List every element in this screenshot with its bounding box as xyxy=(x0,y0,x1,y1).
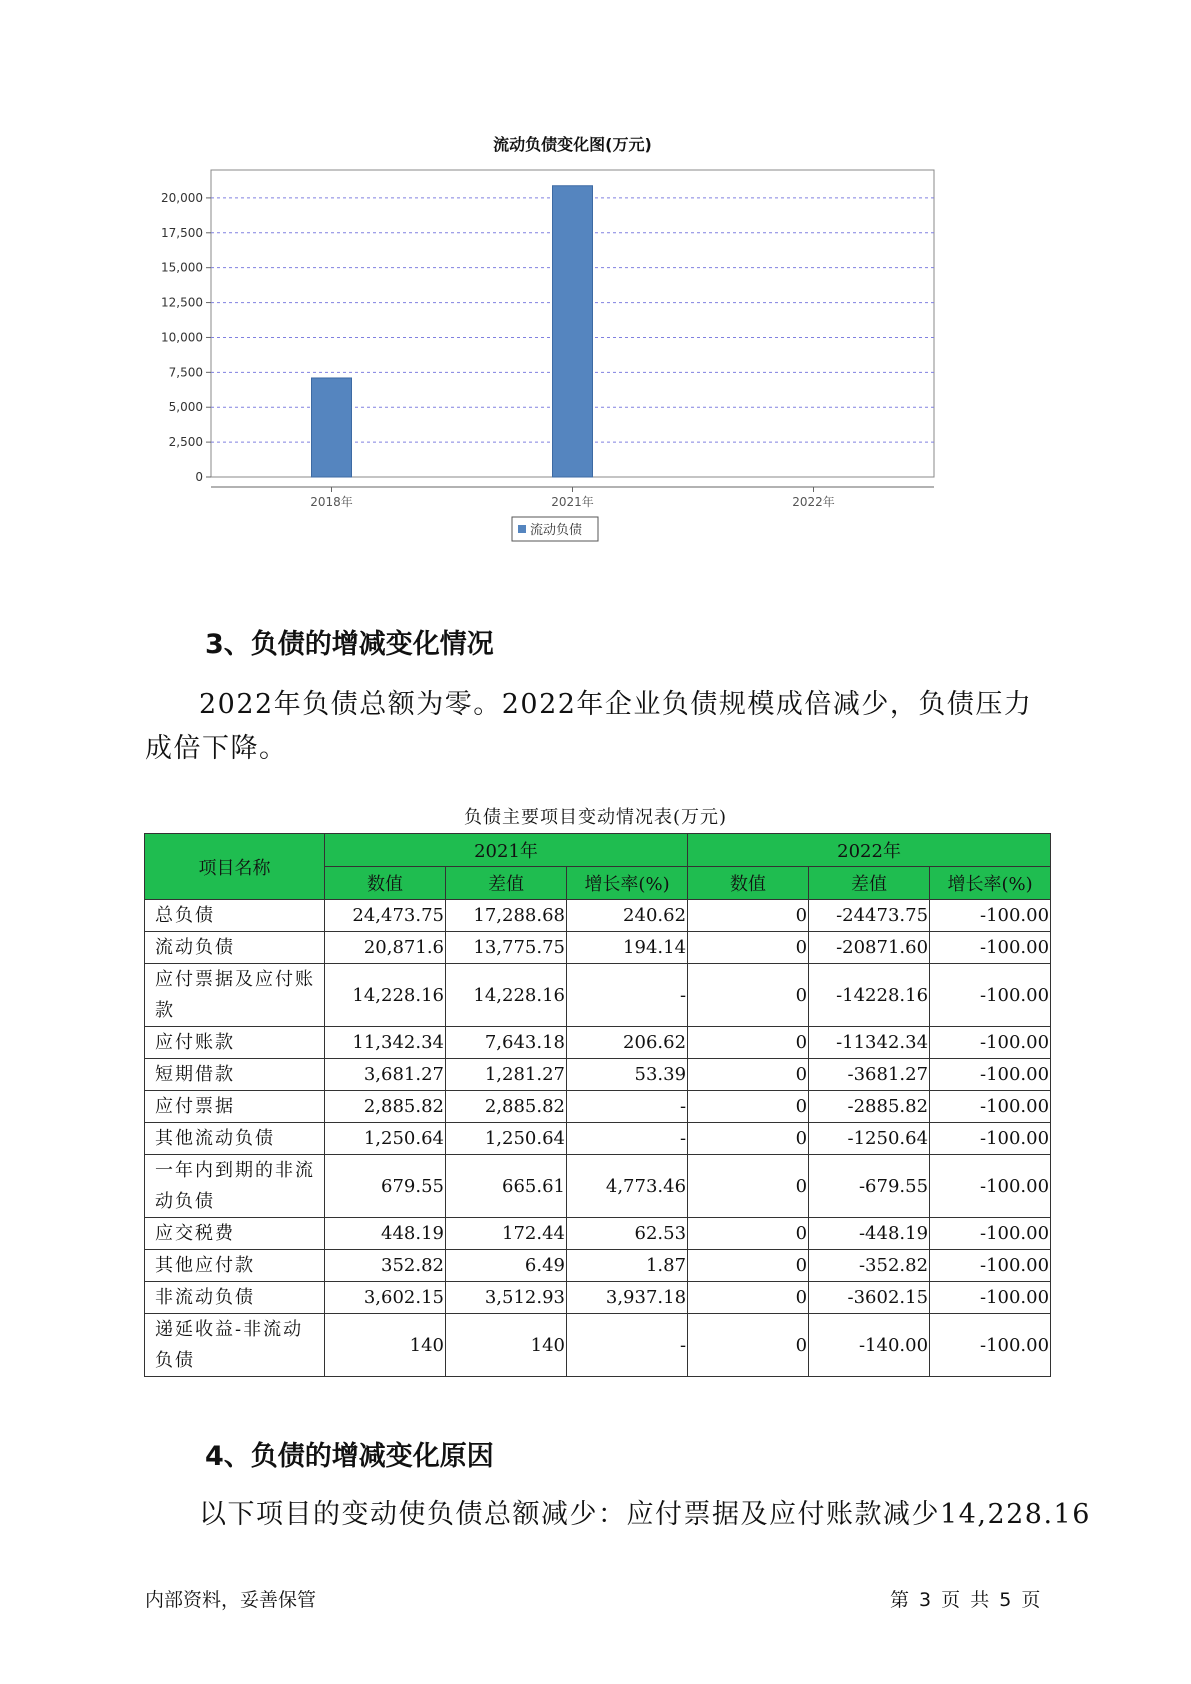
cell-row-name: 一年内到期的非流动负债 xyxy=(145,1155,325,1218)
y-tick-label: 7,500 xyxy=(168,365,203,380)
cell-row-name: 应付账款 xyxy=(145,1027,325,1059)
cell-value-2022: 0 xyxy=(688,900,809,932)
cell-value-2021: 11,342.34 xyxy=(325,1027,446,1059)
section-3-heading: 3、负债的增减变化情况 xyxy=(205,629,494,660)
table-row xyxy=(145,1218,1051,1250)
cell-diff-2021: 2,885.82 xyxy=(446,1091,567,1123)
cell-value-2021: 14,228.16 xyxy=(325,964,446,1027)
header-year-2022: 2022年 xyxy=(688,834,1051,867)
bar-2021年 xyxy=(553,186,593,477)
cell-value-2022: 0 xyxy=(688,1059,809,1091)
cell-diff-2021: 14,228.16 xyxy=(446,964,567,1027)
cell-value-2022: 0 xyxy=(688,1250,809,1282)
x-tick-label: 2021年 xyxy=(551,495,594,509)
footer-page-number: 第 3 页 共 5 页 xyxy=(890,1589,1041,1611)
cell-value-2021: 3,602.15 xyxy=(325,1282,446,1314)
table-row xyxy=(145,964,1051,1027)
cell-diff-2021: 7,643.18 xyxy=(446,1027,567,1059)
cell-diff-2022: -14228.16 xyxy=(809,964,930,1027)
y-tick-label: 20,000 xyxy=(161,190,203,205)
cell-row-name: 应交税费 xyxy=(145,1218,325,1250)
cell-row-name: 非流动负债 xyxy=(145,1282,325,1314)
cell-diff-2021: 665.61 xyxy=(446,1155,567,1218)
cell-value-2022: 0 xyxy=(688,1123,809,1155)
table-caption: 负债主要项目变动情况表(万元) xyxy=(463,807,728,828)
bar-2018年 xyxy=(312,378,352,477)
cell-row-name: 应付票据 xyxy=(145,1091,325,1123)
cell-row-name: 递延收益-非流动负债 xyxy=(145,1314,325,1377)
cell-value-2021: 20,871.6 xyxy=(325,932,446,964)
cell-rate-2022: -100.00 xyxy=(930,1218,1051,1250)
y-tick-label: 17,500 xyxy=(161,225,203,240)
cell-value-2021: 679.55 xyxy=(325,1155,446,1218)
legend-swatch xyxy=(518,525,526,533)
table-row xyxy=(145,932,1051,964)
cell-rate-2021: 206.62 xyxy=(567,1027,688,1059)
cell-row-name: 应付票据及应付账款 xyxy=(145,964,325,1027)
table-row xyxy=(145,1059,1051,1091)
cell-rate-2022: -100.00 xyxy=(930,964,1051,1027)
cell-rate-2021: 1.87 xyxy=(567,1250,688,1282)
cell-row-name: 总负债 xyxy=(145,900,325,932)
cell-value-2021: 448.19 xyxy=(325,1218,446,1250)
header-rate-2021: 增长率(%) xyxy=(567,867,688,900)
legend-label: 流动负债 xyxy=(530,523,583,538)
cell-rate-2021: 4,773.46 xyxy=(567,1155,688,1218)
cell-value-2022: 0 xyxy=(688,1027,809,1059)
cell-value-2021: 352.82 xyxy=(325,1250,446,1282)
y-tick-label: 10,000 xyxy=(161,330,203,345)
table-row xyxy=(145,1250,1051,1282)
cell-rate-2021: 240.62 xyxy=(567,900,688,932)
cell-diff-2022: -20871.60 xyxy=(809,932,930,964)
cell-rate-2021: - xyxy=(567,1123,688,1155)
y-tick-label: 5,000 xyxy=(168,400,203,415)
liability-table xyxy=(144,833,1051,1377)
cell-value-2022: 0 xyxy=(688,1314,809,1377)
cell-value-2022: 0 xyxy=(688,1091,809,1123)
cell-value-2021: 2,885.82 xyxy=(325,1091,446,1123)
cell-diff-2021: 17,288.68 xyxy=(446,900,567,932)
cell-rate-2021: - xyxy=(567,964,688,1027)
cell-row-name: 短期借款 xyxy=(145,1059,325,1091)
cell-value-2022: 0 xyxy=(688,1218,809,1250)
cell-rate-2021: 3,937.18 xyxy=(567,1282,688,1314)
cell-row-name: 其他应付款 xyxy=(145,1250,325,1282)
header-value-2022: 数值 xyxy=(688,867,809,900)
cell-row-name: 流动负债 xyxy=(145,932,325,964)
header-year-2021: 2021年 xyxy=(325,834,688,867)
cell-diff-2021: 172.44 xyxy=(446,1218,567,1250)
y-tick-label: 0 xyxy=(195,470,203,484)
cell-value-2022: 0 xyxy=(688,1155,809,1218)
cell-diff-2021: 6.49 xyxy=(446,1250,567,1282)
cell-rate-2022: -100.00 xyxy=(930,1155,1051,1218)
section-3-paragraph: 2022年负债总额为零。2022年企业负债规模成倍减少，负债压力成倍下降。 xyxy=(145,689,1033,764)
cell-rate-2021: - xyxy=(567,1314,688,1377)
cell-diff-2022: -140.00 xyxy=(809,1314,930,1377)
cell-rate-2021: 194.14 xyxy=(567,932,688,964)
cell-rate-2022: -100.00 xyxy=(930,932,1051,964)
cell-diff-2022: -352.82 xyxy=(809,1250,930,1282)
x-tick-label: 2022年 xyxy=(792,495,835,509)
table-row xyxy=(145,1282,1051,1314)
cell-rate-2022: -100.00 xyxy=(930,1282,1051,1314)
cell-value-2022: 0 xyxy=(688,1282,809,1314)
cell-diff-2022: -3602.15 xyxy=(809,1282,930,1314)
table-row xyxy=(145,1314,1051,1377)
cell-rate-2021: 62.53 xyxy=(567,1218,688,1250)
header-diff-2021: 差值 xyxy=(446,867,567,900)
cell-value-2022: 0 xyxy=(688,964,809,1027)
y-tick-label: 15,000 xyxy=(161,260,203,275)
cell-rate-2022: -100.00 xyxy=(930,1314,1051,1377)
table-row xyxy=(145,1123,1051,1155)
cell-diff-2021: 1,281.27 xyxy=(446,1059,567,1091)
table-row xyxy=(145,1027,1051,1059)
cell-value-2021: 140 xyxy=(325,1314,446,1377)
cell-diff-2022: -448.19 xyxy=(809,1218,930,1250)
cell-diff-2021: 13,775.75 xyxy=(446,932,567,964)
cell-value-2021: 24,473.75 xyxy=(325,900,446,932)
section-4-paragraph: 以下项目的变动使负债总额减少：应付票据及应付账款减少14,228.16 xyxy=(199,1499,1091,1530)
table-row xyxy=(145,1091,1051,1123)
cell-row-name: 其他流动负债 xyxy=(145,1123,325,1155)
cell-diff-2022: -2885.82 xyxy=(809,1091,930,1123)
section-4-heading: 4、负债的增减变化原因 xyxy=(205,1441,494,1472)
cell-value-2021: 3,681.27 xyxy=(325,1059,446,1091)
chart-title: 流动负债变化图(万元) xyxy=(493,135,652,154)
y-tick-label: 12,500 xyxy=(161,295,203,310)
cell-value-2022: 0 xyxy=(688,932,809,964)
cell-diff-2022: -3681.27 xyxy=(809,1059,930,1091)
x-tick-label: 2018年 xyxy=(310,495,353,509)
footer-confidential-note: 内部资料，妥善保管 xyxy=(145,1589,317,1611)
cell-diff-2022: -679.55 xyxy=(809,1155,930,1218)
cell-rate-2022: -100.00 xyxy=(930,1250,1051,1282)
cell-rate-2021: - xyxy=(567,1091,688,1123)
cell-rate-2022: -100.00 xyxy=(930,1123,1051,1155)
cell-diff-2022: -1250.64 xyxy=(809,1123,930,1155)
cell-diff-2021: 140 xyxy=(446,1314,567,1377)
cell-diff-2021: 1,250.64 xyxy=(446,1123,567,1155)
header-diff-2022: 差值 xyxy=(809,867,930,900)
table-row xyxy=(145,900,1051,932)
cell-rate-2022: -100.00 xyxy=(930,1027,1051,1059)
table-row xyxy=(145,1155,1051,1218)
cell-value-2021: 1,250.64 xyxy=(325,1123,446,1155)
liability-bar-chart xyxy=(150,130,1020,600)
y-tick-label: 2,500 xyxy=(168,435,203,450)
header-item-name: 项目名称 xyxy=(145,834,325,900)
cell-rate-2022: -100.00 xyxy=(930,1059,1051,1091)
cell-diff-2022: -24473.75 xyxy=(809,900,930,932)
cell-diff-2022: -11342.34 xyxy=(809,1027,930,1059)
cell-rate-2022: -100.00 xyxy=(930,1091,1051,1123)
cell-rate-2022: -100.00 xyxy=(930,900,1051,932)
cell-diff-2021: 3,512.93 xyxy=(446,1282,567,1314)
header-rate-2022: 增长率(%) xyxy=(930,867,1051,900)
cell-rate-2021: 53.39 xyxy=(567,1059,688,1091)
header-value-2021: 数值 xyxy=(325,867,446,900)
